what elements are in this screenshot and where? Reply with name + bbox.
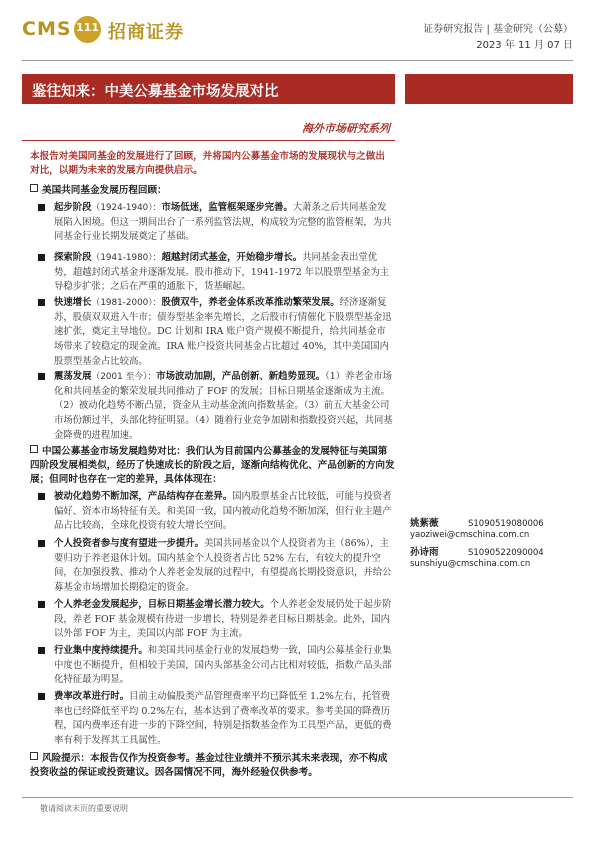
logo-chinese: 招商证券: [108, 22, 184, 43]
section2-heading: 中国公募基金市场发展趋势对比：我们认为目前国内公募基金的发展特征与美国第四阶段发展相类似，经历了快速成长的阶段之后，逐渐向结构优化、产品创新的方向发展；但同时也存在一定的差异，具体体现在：: [30, 446, 395, 485]
logo: [22, 16, 222, 50]
square-bullet-icon: [38, 493, 45, 500]
square-bullet-icon: [38, 373, 45, 380]
analyst-email[interactable]: yaoziwei@cmschina.com.cn: [410, 530, 530, 540]
report-type: 证券研究报告 | 基金研究（公募）: [423, 24, 573, 35]
checkbox-bullet-icon: [30, 752, 38, 760]
list-item: 行业集中度持续提升。和美国共同基金行业的发展趋势一致，国内公募基金行业集中度也不断提升，但相较于美国，国内头部基金公司占比相对较低，指数产品头部化特征最为明显。: [54, 644, 394, 688]
report-title: 鉴往知来：中美公募基金市场发展对比: [32, 83, 279, 100]
footer-divider: [22, 797, 573, 798]
list-item: 被动化趋势不断加深，产品结构存在差异。国内股票基金占比较低，可能与投资者偏好、资本市场特征有关。和美国一致，国内被动化趋势不断加深，但行业主题产品占比较高，全球化投资有较大增长空间。: [54, 490, 394, 534]
summary: 本报告对美国同基金的发展进行了回顾，并将国内公募基金市场的发展现状与之做出对比，以期为未来的发展方向提供启示。: [30, 151, 385, 176]
checkbox-bullet-icon: [30, 445, 38, 453]
square-bullet-icon: [38, 204, 45, 211]
report-date: 2023 年 11 月 07 日: [476, 40, 573, 51]
logo-seal-icon: 111: [74, 16, 101, 43]
square-bullet-icon: [38, 647, 45, 654]
analyst-row: 姚紫薇 S1090519080006: [410, 518, 544, 529]
footer-note: 敬请阅读末页的重要说明: [40, 804, 128, 813]
square-bullet-icon: [38, 299, 45, 306]
analyst-row: 孙诗雨 S1090522090004: [410, 547, 544, 558]
analyst-email[interactable]: sunshiyu@cmschina.com.cn: [410, 559, 531, 569]
header-divider: [22, 60, 573, 61]
list-item: 探索阶段（1941-1980）：超越封闭式基金，开始稳步增长。共同基金表出堂优势，超越封闭式基金并逐渐发展。股市推动下，1941-1972 年以股票型基金为主导稳步扩张；之后在严重的通胀下，货基崛起。: [54, 251, 394, 295]
series-divider: [22, 140, 395, 141]
square-bullet-icon: [38, 693, 45, 700]
list-item: 震荡发展（2001 至今）：市场波动加剧，产品创新、新趋势显现。（1）养老金市场化和共同基金的繁荣发展共同推动了 FOF 的发展；目标日期基金逐渐成为主流。（2）被动化趋势不断凸显，资金从主动基金流向指数基金。（3）前五大基金公司市场份额过半，头部化特征明显。（4）随着行业竞争加剧和指数投资兴起，共同基金降费的进程加速。: [54, 370, 394, 444]
square-bullet-icon: [38, 601, 45, 608]
title-band-right: [405, 74, 573, 104]
square-bullet-icon: [38, 254, 45, 261]
list-item: 快速增长（1981-2000）：股债双牛，养老金体系改革推动繁荣发展。经济逐渐复苏，股债双双进入牛市；债券型基金率先增长，之后股市行情催化下股票型基金迅速扩张，奠定主导地位。DC 计划和 IRA 账户资产规模不断提升，给共同基金市场带来了较稳定的现金流。IRA 账户投资共同基金占比超过 40%，其中美国国内股票型基金占比较高。: [54, 296, 394, 370]
logo-latin: CMS: [22, 18, 72, 40]
series-name: 海外市场研究系列: [302, 122, 390, 135]
list-item: 费率改革进行时。目前主动偏股类产品管理费率平均已降低至 1.2%左右，托管费率也已经降低至平均 0.2%左右，基本达到了费率改革的要求。参考美国的降费历程，国内费率还有进一步的下降空间，特别是指数基金作为工具型产品，更低的费率有利于发挥其工具属性。: [54, 690, 394, 749]
list-item: 起步阶段（1924-1940）：市场低迷，监管框架逐步完善。大萧条之后共同基金发展陷入困境。但这一期间出台了一系列监管法规，构成较为完整的监管框架，为共同基金行业长期发展奠定了基础。: [54, 201, 394, 245]
list-item: 个人投资者参与度有望进一步提升。美国共同基金以个人投资者为主（86%），主要归功于养老退休计划。国内基金个人投资者占比 52% 左右，有较大的提升空间，在加强投教、推动个人养老金发展的过程中，有望提高长期投资意识，并给公募基金市场增加长期稳定的资金。: [54, 537, 394, 596]
square-bullet-icon: [38, 540, 45, 547]
checkbox-bullet-icon: [30, 184, 38, 192]
risk-warning: 风险提示：本报告仅作为投资参考。基金过往业绩并不预示其未来表现，亦不构成投资收益的保证或投资建议。因各国情况不同，海外经验仅供参考。: [30, 753, 388, 778]
list-item: 个人养老金发展起步，目标日期基金增长潜力较大。个人养老金发展仍处于起步阶段，养老 FOF 基金规模有待进一步增长，特别是养老目标日期基金。此外，国内以外部 FOF 为主，美国以内部 FOF 为主流。: [54, 598, 394, 642]
title-band: [22, 74, 395, 104]
section1-heading: 美国共同基金发展历程回顾：: [30, 184, 390, 198]
